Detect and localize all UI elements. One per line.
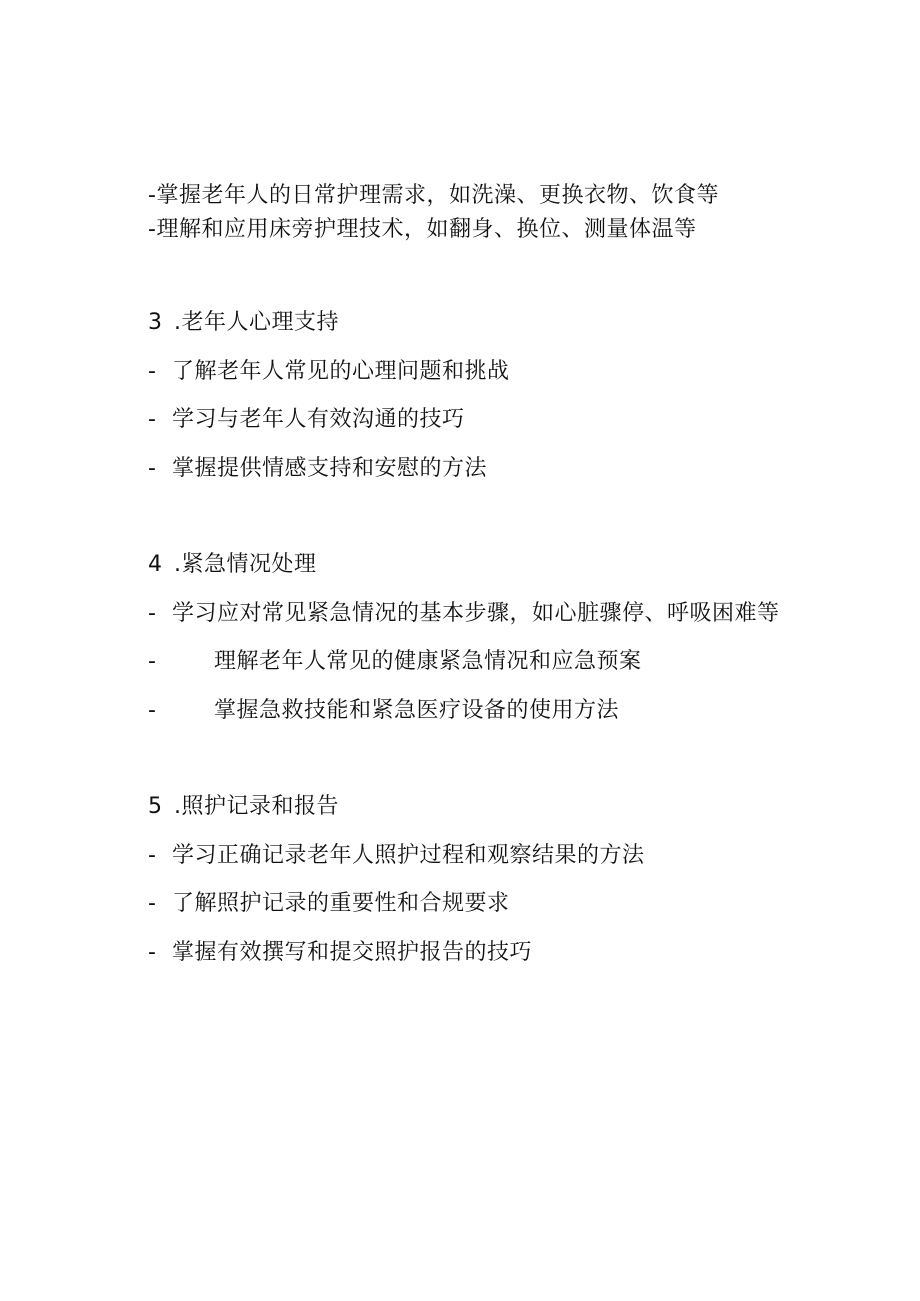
list-item: [148, 600, 780, 628]
list-item: [148, 939, 532, 967]
list-item-text: 学习应对常见紧急情况的基本步骤，如心脏骤停、呼吸困难等: [172, 601, 780, 626]
section-heading: [148, 551, 317, 579]
bullet-dash: -: [148, 601, 157, 626]
list-item-text: 了解老年人常见的心理问题和挑战: [172, 359, 510, 384]
list-item: [148, 648, 642, 676]
list-item-text: 了解照护记录的重要性和合规要求: [172, 891, 510, 916]
list-item-text: 学习正确记录老年人照护过程和观察结果的方法: [172, 843, 645, 868]
bullet-dash: -: [148, 843, 157, 868]
list-item-text: 掌握提供情感支持和安慰的方法: [172, 456, 488, 481]
list-item: [148, 358, 510, 386]
list-item-text: 理解老年人常见的健康紧急情况和应急预案: [214, 649, 642, 674]
list-item: [148, 697, 619, 725]
list-item: [148, 406, 465, 434]
list-item: [148, 890, 510, 918]
list-item-text: 掌握有效撰写和提交照护报告的技巧: [172, 940, 533, 965]
intro-item: -理解和应用床旁护理技术，如翻身、换位、测量体温等: [148, 217, 697, 242]
list-item-text: 学习与老年人有效沟通的技巧: [172, 407, 465, 432]
list-item: [148, 455, 487, 483]
list-item: [148, 842, 645, 870]
section-title: .紧急情况处理: [174, 552, 317, 577]
bullet-dash: -: [148, 940, 157, 965]
bullet-dash: -: [148, 698, 157, 723]
list-item-text: 掌握急救技能和紧急医疗设备的使用方法: [214, 698, 620, 723]
bullet-dash: -: [148, 359, 157, 384]
bullet-dash: -: [148, 891, 157, 916]
section-title: .照护记录和报告: [174, 794, 339, 819]
bullet-dash: -: [148, 649, 157, 674]
section-number: 4: [148, 552, 163, 577]
bullet-dash: -: [148, 456, 157, 481]
section-title: .老年人心理支持: [174, 310, 339, 335]
section-heading: [148, 793, 339, 821]
section-number: 5: [148, 794, 163, 819]
bullet-dash: -: [148, 407, 157, 432]
section-heading: [148, 309, 339, 337]
intro-item: -掌握老年人的日常护理需求，如洗澡、更换衣物、饮食等: [148, 183, 719, 208]
section-number: 3: [148, 310, 163, 335]
